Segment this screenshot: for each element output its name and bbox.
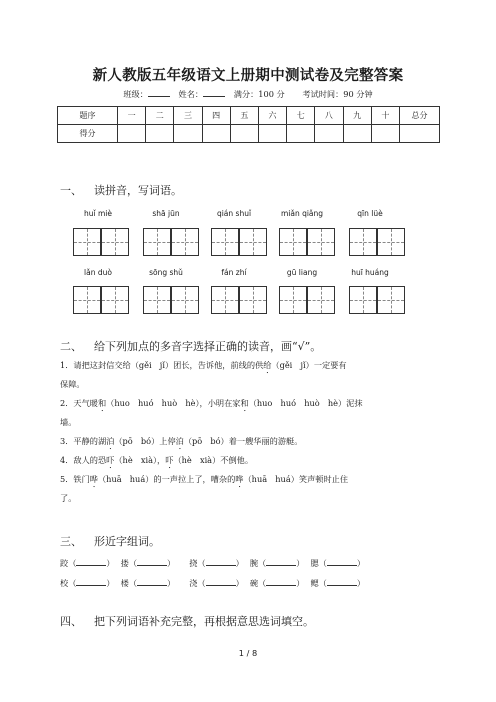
pinyin-label: huī huáng — [351, 268, 389, 277]
writing-box[interactable] — [349, 286, 377, 314]
question-2-2: 2．天气暖和（huo huó huò hè），小明在家和（huo huó huò hè）泥抹 — [60, 398, 363, 408]
pinyin-label: qián shuǐ — [216, 209, 252, 218]
score-header-cell: 十 — [371, 107, 399, 125]
score-header-cell: 三 — [174, 107, 202, 125]
writing-box[interactable] — [377, 286, 405, 314]
word-group-item: 搂（ ） — [120, 558, 176, 568]
class-label: 班级： — [123, 89, 170, 99]
score-cell[interactable] — [371, 125, 399, 143]
answer-blank[interactable] — [137, 559, 167, 566]
writing-box[interactable] — [143, 286, 171, 314]
exam-info-line — [0, 89, 496, 100]
answer-blank[interactable] — [76, 559, 106, 566]
writing-box[interactable] — [101, 228, 129, 256]
document-title: 新人教版五年级语文上册期中测试卷及完整答案 — [92, 67, 404, 84]
score-header-cell: 一 — [118, 107, 146, 125]
question-2-5-cont: 了。 — [60, 493, 77, 503]
writing-box[interactable] — [171, 286, 199, 314]
score-cell[interactable] — [258, 125, 286, 143]
score-row-label: 得分 — [58, 125, 118, 143]
score-header-cell: 六 — [258, 107, 286, 125]
score-header-cell: 五 — [230, 107, 258, 125]
answer-blank[interactable] — [206, 579, 236, 586]
score-cell[interactable] — [343, 125, 371, 143]
score-table — [57, 106, 440, 143]
score-table-header-row — [58, 107, 440, 125]
score-header-cell: 九 — [343, 107, 371, 125]
answer-blank[interactable] — [137, 579, 167, 586]
word-group-item: 挠（ ） — [189, 558, 244, 568]
writing-box[interactable] — [349, 228, 377, 256]
question-2-2-cont: 墙。 — [60, 417, 77, 427]
writing-box[interactable] — [307, 286, 335, 314]
word-group-item: 碗（ ） — [249, 578, 305, 588]
section-2-heading: 二、 给下列加点的多音字选择正确的读音，画“√”。 — [60, 340, 322, 353]
pinyin-label: sōng shǔ — [149, 268, 183, 277]
word-group-item: 浇（ ） — [189, 578, 244, 588]
dotted-character: 吓 — [165, 455, 174, 465]
question-2-4: 4．敌人的恐吓（hè xià），吓（hè xià）不倒他。 — [60, 455, 254, 465]
writing-box[interactable] — [101, 286, 129, 314]
writing-box[interactable] — [73, 286, 101, 314]
question-2-1-cont: 保障。 — [60, 379, 85, 389]
score-header-cell: 八 — [315, 107, 343, 125]
full-score: 满分：100 分 — [233, 89, 285, 99]
writing-box[interactable] — [171, 228, 199, 256]
section-4-heading: 四、 把下列词语补充完整，再根据意思选词填空。 — [60, 615, 314, 628]
pinyin-label: gū liang — [286, 268, 318, 277]
writing-box[interactable] — [377, 228, 405, 256]
question-2-1: 1．请把这封信交给（gěi jǐ）团长，告诉他，前线的供给（gěi jǐ）一定要有 — [60, 360, 347, 370]
exam-time: 考试时间：90 分钟 — [302, 89, 373, 99]
dotted-character: 哗 — [89, 474, 98, 484]
score-header-cell: 二 — [146, 107, 174, 125]
name-label: 姓名： — [179, 89, 226, 99]
word-group-item: 鳃（ ） — [310, 578, 366, 588]
dotted-character: 吓 — [106, 455, 115, 465]
pinyin-label: miǎn qiǎng — [280, 209, 324, 218]
pinyin-row-1 — [60, 209, 440, 221]
answer-blank[interactable] — [206, 559, 236, 566]
question-2-5: 5．铁门哗（huā huá）的一声拉上了，嘈杂的哗（huā huá）笑声顿时止住 — [60, 474, 349, 484]
score-cell[interactable] — [174, 125, 202, 143]
score-cell[interactable] — [315, 125, 343, 143]
dotted-character: 和 — [97, 398, 107, 408]
pinyin-row-2 — [60, 268, 440, 280]
pinyin-label: shā jūn — [152, 209, 180, 218]
score-cell[interactable] — [287, 125, 315, 143]
word-group-row-2 — [60, 578, 371, 589]
section-3-heading: 三、 形近字组词。 — [60, 535, 160, 548]
writing-box[interactable] — [239, 228, 267, 256]
word-group-item: 校（ ） — [60, 578, 115, 588]
pinyin-label: fán zhí — [221, 268, 247, 277]
score-cell[interactable] — [146, 125, 174, 143]
word-group-item: 腮（ ） — [310, 558, 366, 568]
pinyin-label: qīn lüè — [357, 209, 383, 218]
writing-box[interactable] — [279, 228, 307, 256]
score-header-cell: 总分 — [400, 107, 440, 125]
dotted-character: 给 — [263, 360, 272, 370]
dotted-character: 和 — [240, 398, 249, 408]
answer-blank[interactable] — [327, 559, 357, 566]
score-header-cell: 题序 — [58, 107, 118, 125]
pinyin-label: lǎn duò — [84, 268, 112, 277]
writing-box[interactable] — [211, 228, 239, 256]
word-group-item: 楼（ ） — [120, 578, 176, 588]
word-group-item: 跤（ ） — [60, 558, 115, 568]
dotted-character: 泊 — [106, 436, 115, 446]
score-header-cell: 七 — [287, 107, 315, 125]
dotted-character: 哗 — [235, 474, 244, 484]
score-cell[interactable] — [230, 125, 258, 143]
writing-box[interactable] — [279, 286, 307, 314]
word-group-row-1 — [60, 558, 371, 569]
answer-blank[interactable] — [76, 579, 106, 586]
score-header-cell: 四 — [202, 107, 230, 125]
section-1-heading: 一、 读拼音，写词语。 — [60, 184, 182, 197]
writing-box[interactable] — [73, 228, 101, 256]
answer-blank[interactable] — [266, 579, 296, 586]
score-cell[interactable] — [118, 125, 146, 143]
word-group-item: 腕（ ） — [249, 558, 305, 568]
score-table-score-row — [58, 125, 440, 143]
score-cell[interactable] — [400, 125, 440, 143]
pinyin-label: huǐ miè — [84, 209, 112, 218]
score-cell[interactable] — [202, 125, 230, 143]
writing-box[interactable] — [211, 286, 239, 314]
writing-box[interactable] — [239, 286, 267, 314]
answer-blank[interactable] — [327, 579, 357, 586]
dotted-character: 泊 — [175, 436, 184, 446]
question-2-3: 3．平静的湖泊（pō bó）上停泊（pō bó）着一艘华丽的游艇。 — [60, 436, 303, 446]
writing-box[interactable] — [143, 228, 171, 256]
answer-blank[interactable] — [266, 559, 296, 566]
page-number: 1 / 8 — [238, 648, 258, 658]
writing-box[interactable] — [307, 228, 335, 256]
